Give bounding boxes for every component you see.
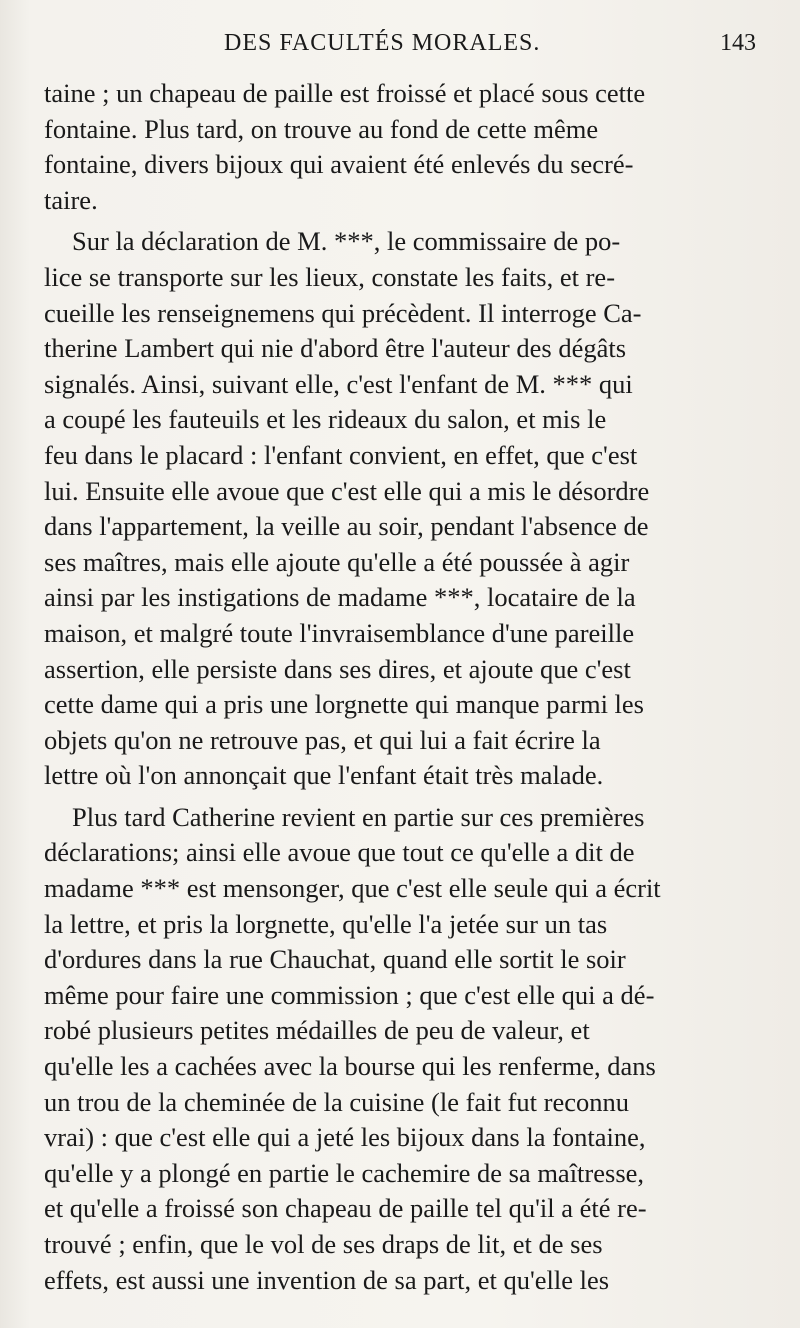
text-line: dans l'appartement, la veille au soir, pendant l'absence de [44, 511, 649, 542]
text-line: therine Lambert qui nie d'abord être l'auteur des dégâts [44, 333, 627, 364]
text-line: taine ; un chapeau de paille est froissé et placé sous cette [44, 78, 646, 108]
text-line: cueille les renseignemens qui précèdent. Il interroge Ca- [44, 297, 642, 328]
text-line: fontaine, divers bijoux qui avaient été enlevés du secré- [44, 149, 634, 180]
text-line: et qu'elle a froissé son chapeau de paille tel qu'il a été re- [44, 1193, 647, 1224]
text-line: maison, et malgré toute l'invraisemblance d'une pareille [44, 617, 635, 648]
text-line: taire. [44, 184, 98, 215]
text-line: ses maîtres, mais elle ajoute qu'elle a été poussée à agir [44, 546, 630, 577]
text-line: feu dans le placard : l'enfant convient, en effet, que c'est [44, 439, 638, 470]
text-line: qu'elle les a cachées avec la bourse qui les renferme, dans [44, 1051, 656, 1082]
text-line: lui. Ensuite elle avoue que c'est elle qui a mis le désordre [44, 475, 650, 506]
text-line: madame *** est mensonger, que c'est elle seule qui a écrit [44, 873, 661, 904]
text-line: cette dame qui a pris une lorgnette qui manque parmi les [44, 689, 644, 720]
text-line: effets, est aussi une invention de sa part, et qu'elle les [44, 1264, 610, 1295]
paragraph [44, 800, 700, 1298]
text-line: Plus tard Catherine revient en partie sur ces premières [72, 801, 645, 832]
text-line: Sur la déclaration de M. ***, le commissaire de po- [72, 226, 621, 257]
running-head: DES FACULTÉS MORALES. [224, 30, 541, 56]
text-line: un trou de la cheminée de la cuisine (le fait fut reconnu [44, 1086, 629, 1117]
page-number: 143 [720, 30, 756, 56]
text-line: a coupé les fauteuils et les rideaux du salon, et mis le [44, 404, 607, 435]
text-line: assertion, elle persiste dans ses dires, et ajoute que c'est [44, 653, 631, 684]
text-line: trouvé ; enfin, que le vol de ses draps de lit, et de ses [44, 1229, 603, 1259]
text-line: qu'elle y a plongé en partie le cachemire de sa maîtresse, [44, 1157, 645, 1188]
text-line: objets qu'on ne retrouve pas, et qui lui a fait écrire la [44, 724, 601, 755]
text-line: d'ordures dans la rue Chauchat, quand elle sortit le soir [44, 944, 626, 975]
text-line: déclarations; ainsi elle avoue que tout ce qu'elle a dit de [44, 837, 635, 868]
text-line: même pour faire une commission ; que c'est elle qui a dé- [44, 979, 655, 1010]
text-line: vrai) : que c'est elle qui a jeté les bijoux dans la fontaine, [44, 1122, 646, 1153]
text-line: signalés. Ainsi, suivant elle, c'est l'enfant de M. *** qui [44, 368, 633, 399]
text-line: la lettre, et pris la lorgnette, qu'elle l'a jetée sur un tas [44, 908, 608, 939]
text-line: ainsi par les instigations de madame ***, locataire de la [44, 582, 636, 613]
text-line: lettre où l'on annonçait que l'enfant était très malade. [44, 760, 604, 791]
paragraph [44, 224, 700, 794]
page-header [44, 30, 756, 66]
text-line: robé plusieurs petites médailles de peu de valeur, et [44, 1015, 590, 1046]
text-line: lice se transporte sur les lieux, constate les faits, et re- [44, 261, 616, 292]
text-line: fontaine. Plus tard, on trouve au fond de cette même [44, 113, 599, 144]
page-body [44, 76, 700, 1298]
paragraph [44, 76, 700, 218]
